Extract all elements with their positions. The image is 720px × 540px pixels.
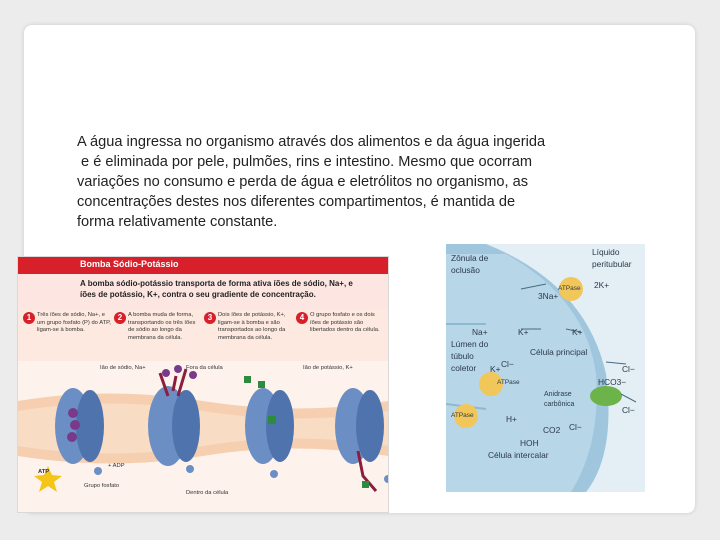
label-liquido: Líquido <box>592 247 620 257</box>
label-co2: CO2 <box>543 425 561 435</box>
label-atpase-2: ATPase <box>497 379 520 386</box>
figure-title: Bomba Sódio-Potássio <box>80 259 179 269</box>
atp-label: ATP <box>38 469 50 475</box>
step-number: 1 <box>23 312 35 324</box>
label-na: Na+ <box>472 327 488 337</box>
label-2k: 2K+ <box>594 280 610 290</box>
step-text: A bomba muda de forma, transportando os três íões de sódio ao longo da membrana da célula. <box>128 312 196 341</box>
label-zona2: oclusão <box>451 265 480 275</box>
step-text: Três íões de sódio, Na+, e um grupo fosfato (P) do ATP, ligam-se à bomba. <box>37 312 111 333</box>
label-k-b: K+ <box>572 327 583 337</box>
step-number: 3 <box>204 312 216 324</box>
label-anidrase2: carbônica <box>544 401 575 408</box>
label-atpase-1: ATPase <box>558 285 581 292</box>
label-hoh: HOH <box>520 438 539 448</box>
label-lumen1: Lúmen do <box>451 339 489 349</box>
sodium-label: Ião de sódio, Na+ <box>100 365 146 371</box>
label-cl-4: Cl− <box>569 422 582 432</box>
label-k-c: K+ <box>490 364 501 374</box>
label-cl-1: Cl− <box>501 359 514 369</box>
paragraph-line: forma relativamente constante. <box>77 214 278 230</box>
step-number: 2 <box>114 312 126 324</box>
adp-label: + ADP <box>108 463 125 469</box>
step-text: O grupo fosfato e os dois íões de potássio são libertados dentro da célula. <box>310 312 380 333</box>
label-3na: 3Na+ <box>538 291 559 301</box>
figure-subtitle: A bomba sódio-potássio transporta de forma ativa íões de sódio, Na+, e íões de potássio, K+, contra o seu gradiente de concentração. <box>80 279 353 299</box>
label-zona: Zônula de <box>451 253 489 263</box>
label-principal: Célula principal <box>530 347 588 357</box>
paragraph-line: A água ingressa no organismo através dos alimentos e da água ingerida <box>77 134 546 150</box>
body-paragraph <box>77 132 637 232</box>
potassium-label: Ião de potássio, K+ <box>303 365 353 371</box>
inside-label: Dentro da célula <box>186 490 229 496</box>
label-k-a: K+ <box>518 327 529 337</box>
label-hco3: HCO3− <box>598 377 627 387</box>
label-anidrase1: Anidrase <box>544 391 572 398</box>
label-intercalar: Célula intercalar <box>488 450 549 460</box>
group-label: Grupo fosfato <box>84 483 120 489</box>
collecting-duct-figure <box>446 244 645 492</box>
figure-subtitle-box <box>18 274 388 309</box>
outside-label: Fora da célula <box>186 365 223 371</box>
step-number: 4 <box>296 312 308 324</box>
label-atpase-3: ATPase <box>451 412 474 419</box>
sodium-potassium-pump-figure <box>17 256 389 513</box>
label-cl-3: Cl− <box>622 405 635 415</box>
label-lumen3: coletor <box>451 363 477 373</box>
label-liquido2: peritubular <box>592 259 632 269</box>
paragraph-line: e é eliminada por pele, pulmões, rins e intestino. Mesmo que ocorram <box>77 154 533 170</box>
paragraph-line: variações no consumo e perda de água e eletrólitos no organismo, as <box>77 174 529 190</box>
pump-3 <box>245 388 294 464</box>
label-lumen2: túbulo <box>451 351 474 361</box>
paragraph-line: concentrações destes nos diferentes compartimentos, é mantida de <box>77 194 516 210</box>
figure-title-bar <box>18 257 388 274</box>
label-cl-2: Cl− <box>622 364 635 374</box>
label-h: H+ <box>506 414 517 424</box>
steps-panel <box>18 309 388 361</box>
step-text: Dois íões de potássio, K+, ligam-se à bomba e são transportados ao longo da membrana da célula. <box>218 312 286 341</box>
